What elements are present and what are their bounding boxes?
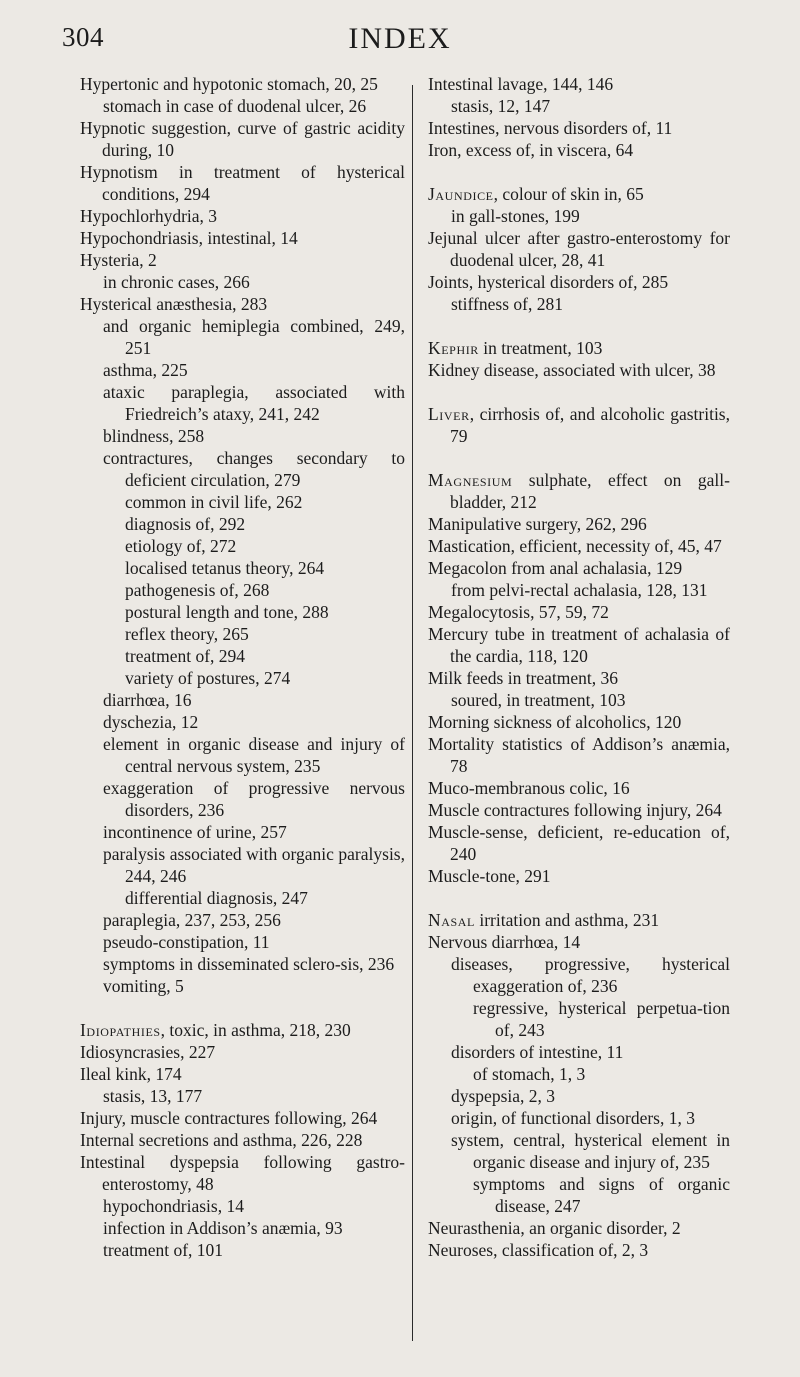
entry-lead-word: Nasal [428,910,475,930]
index-subentry [80,733,405,777]
entry-text: Intestines, nervous disorders of, 11 [428,118,673,138]
entry-text: Hypnotism in treatment of hysterical conditions, 294 [80,162,405,204]
index-entry [428,469,730,513]
entry-text: reflex theory, 265 [125,624,249,644]
index-entry [80,293,405,315]
index-subentry [428,95,730,117]
index-entry [428,865,730,887]
entry-text: blindness, 258 [103,426,205,446]
index-entry [428,799,730,821]
entry-text: vomiting, 5 [103,976,184,996]
entry-text: paraplegia, 237, 253, 256 [103,910,281,930]
index-entry [428,117,730,139]
entry-text: in gall-stones, 199 [451,206,580,226]
entry-text: in chronic cases, 266 [103,272,250,292]
index-entry [428,227,730,271]
index-entry [80,1063,405,1085]
entry-text: infection in Addison’s anæmia, 93 [103,1218,343,1238]
entry-text: from pelvi-rectal achalasia, 128, 131 [451,580,708,600]
entry-text: regressive, hysterical perpetua-tion of, 243 [473,998,730,1040]
index-subentry [428,1041,730,1063]
section-gap [428,887,730,909]
entry-text: Intestinal lavage, 144, 146 [428,74,614,94]
entry-text: Ileal kink, 174 [80,1064,182,1084]
entry-text: incontinence of urine, 257 [103,822,287,842]
section-gap [428,315,730,337]
index-subentry [428,1085,730,1107]
index-entry [80,205,405,227]
index-entry [428,557,730,579]
index-entry [80,227,405,249]
entry-text: origin, of functional disorders, 1, 3 [451,1108,695,1128]
entry-text: Jejunal ulcer after gastro-enterostomy for duodenal ulcer, 28, 41 [428,228,730,270]
entry-lead-word: Jaundice [428,184,494,204]
index-subentry [80,315,405,359]
entry-text: diarrhœa, 16 [103,690,192,710]
index-entry [80,1151,405,1195]
index-subentry [80,689,405,711]
index-subentry [80,975,405,997]
index-entry [428,821,730,865]
page-header [62,22,738,66]
index-entry [428,271,730,293]
index-subentry [80,821,405,843]
index-subentry [80,909,405,931]
index-entry [428,1217,730,1239]
index-subentry [80,95,405,117]
entry-text: Hypertonic and hypotonic stomach, 20, 25 [80,74,378,94]
entry-text: hypochondriasis, 14 [103,1196,244,1216]
entry-text: Hysterical anæsthesia, 283 [80,294,268,314]
index-entry [428,931,730,953]
entry-text: diagnosis of, 292 [125,514,246,534]
running-head-title: INDEX [348,22,452,55]
entry-text: ataxic paraplegia, associated with Friedreich’s ataxy, 241, 242 [103,382,405,424]
index-subentry [80,1239,405,1261]
index-subentry [428,1107,730,1129]
entry-text: Muco-membranous colic, 16 [428,778,630,798]
entry-text: Muscle-tone, 291 [428,866,551,886]
entry-text: of stomach, 1, 3 [473,1064,586,1084]
index-subentry [428,293,730,315]
entry-text: soured, in treatment, 103 [451,690,626,710]
index-subentry [80,1085,405,1107]
entry-text: pseudo-constipation, 11 [103,932,270,952]
index-entry [428,1239,730,1261]
entry-text: asthma, 225 [103,360,188,380]
entry-text: , toxic, in asthma, 218, 230 [160,1020,351,1040]
entry-text: contractures, changes secondary to deficient circulation, 279 [103,448,405,490]
index-subentry [80,843,405,887]
entry-text: Hypochlorhydria, 3 [80,206,218,226]
index-subentry [428,1063,730,1085]
entry-text: Muscle-sense, deficient, re-education of, 240 [428,822,730,864]
entry-text: treatment of, 101 [103,1240,224,1260]
entry-text: Idiosyncrasies, 227 [80,1042,216,1062]
index-entry [428,403,730,447]
entry-text: Hysteria, 2 [80,250,157,270]
entry-text: Muscle contractures following injury, 264 [428,800,722,820]
index-entry [80,117,405,161]
index-subentry [428,953,730,997]
entry-text: Neurasthenia, an organic disorder, 2 [428,1218,681,1238]
index-subentry [80,667,405,689]
index-entry [80,73,405,95]
index-entry [428,777,730,799]
index-subentry [80,447,405,491]
entry-text: symptoms in disseminated sclero-sis, 236 [103,954,395,974]
index-entry [80,1107,405,1129]
index-entry [80,161,405,205]
page-number: 304 [62,22,104,52]
index-entry [80,249,405,271]
index-subentry [80,711,405,733]
entry-text: Milk feeds in treatment, 36 [428,668,619,688]
index-subentry [80,887,405,909]
entry-text: Injury, muscle contractures following, 264 [80,1108,378,1128]
index-subentry [80,1217,405,1239]
index-subentry [80,557,405,579]
index-entry [428,711,730,733]
index-entry [428,73,730,95]
index-subentry [80,535,405,557]
index-subentry [80,513,405,535]
index-entry [428,909,730,931]
index-subentry [80,381,405,425]
entry-text: and organic hemiplegia combined, 249, 251 [103,316,405,358]
entry-text: symptoms and signs of organic disease, 247 [473,1174,730,1216]
index-column-right [428,73,730,1261]
entry-text: Intestinal dyspepsia following gastro-enterostomy, 48 [80,1152,405,1194]
entry-text: dyspepsia, 2, 3 [451,1086,556,1106]
entry-lead-word: Idiopathies [80,1020,161,1040]
entry-text: Morning sickness of alcoholics, 120 [428,712,682,732]
entry-text: Mortality statistics of Addison’s anæmia, 78 [428,734,730,776]
entry-lead-word: Liver [428,404,470,424]
index-subentry [80,491,405,513]
index-subentry [80,579,405,601]
entry-text: Mercury tube in treatment of achalasia of the cardia, 118, 120 [428,624,730,666]
entry-text: exaggeration of progressive nervous disorders, 236 [103,778,405,820]
entry-text: stasis, 12, 147 [451,96,551,116]
entry-text: Megacolon from anal achalasia, 129 [428,558,683,578]
entry-text: diseases, progressive, hysterical exaggeration of, 236 [451,954,730,996]
entry-text: differential diagnosis, 247 [125,888,308,908]
index-subentry [428,205,730,227]
entry-text: Neuroses, classification of, 2, 3 [428,1240,649,1260]
entry-text: Manipulative surgery, 262, 296 [428,514,647,534]
index-subentry [80,359,405,381]
index-subentry [428,1173,730,1217]
column-divider [412,85,413,1341]
entry-text: sulphate, effect on gall-bladder, 212 [450,470,730,512]
index-entry [80,1129,405,1151]
index-subentry [80,601,405,623]
index-subentry [428,1129,730,1173]
index-subentry [80,777,405,821]
index-subentry [428,579,730,601]
index-subentry [428,689,730,711]
section-gap [428,161,730,183]
section-gap [428,447,730,469]
entry-text: stiffness of, 281 [451,294,563,314]
index-subentry [80,645,405,667]
index-subentry [80,271,405,293]
entry-text: variety of postures, 274 [125,668,291,688]
index-entry [428,623,730,667]
entry-text: stasis, 13, 177 [103,1086,203,1106]
index-entry [428,535,730,557]
section-gap [428,381,730,403]
index-entry [428,733,730,777]
entry-lead-word: Kephir [428,338,479,358]
entry-text: disorders of intestine, 11 [451,1042,624,1062]
entry-text: etiology of, 272 [125,536,237,556]
index-entry [428,139,730,161]
entry-text: Megalocytosis, 57, 59, 72 [428,602,609,622]
entry-text: , colour of skin in, 65 [493,184,644,204]
index-subentry [428,997,730,1041]
entry-text: in treatment, 103 [478,338,603,358]
entry-text: paralysis associated with organic paralysis, 244, 246 [103,844,405,886]
entry-text: dyschezia, 12 [103,712,199,732]
entry-text: stomach in case of duodenal ulcer, 26 [103,96,367,116]
entry-text: pathogenesis of, 268 [125,580,270,600]
entry-text: Iron, excess of, in viscera, 64 [428,140,634,160]
index-entry [428,359,730,381]
entry-lead-word: Magnesium [428,470,513,490]
entry-text: Internal secretions and asthma, 226, 228 [80,1130,363,1150]
entry-text: system, central, hysterical element in organic disease and injury of, 235 [451,1130,730,1172]
entry-text: element in organic disease and injury of central nervous system, 235 [103,734,405,776]
index-entry [428,183,730,205]
entry-text: Joints, hysterical disorders of, 285 [428,272,669,292]
index-subentry [80,931,405,953]
entry-text: treatment of, 294 [125,646,246,666]
entry-text: Kidney disease, associated with ulcer, 38 [428,360,716,380]
index-entry [428,513,730,535]
entry-text: localised tetanus theory, 264 [125,558,325,578]
index-subentry [80,623,405,645]
index-entry [80,1041,405,1063]
entry-text: Hypochondriasis, intestinal, 14 [80,228,298,248]
index-entry [80,1019,405,1041]
entry-text: , cirrhosis of, and alcoholic gastritis, 79 [450,404,730,446]
index-entry [428,337,730,359]
entry-text: common in civil life, 262 [125,492,303,512]
entry-text: Mastication, efficient, necessity of, 45, 47 [428,536,722,556]
index-subentry [80,1195,405,1217]
entry-text: irritation and asthma, 231 [474,910,660,930]
index-column-left [80,73,405,1261]
index-entry [428,667,730,689]
section-gap [80,997,405,1019]
index-subentry [80,425,405,447]
entry-text: postural length and tone, 288 [125,602,329,622]
index-entry [428,601,730,623]
entry-text: Hypnotic suggestion, curve of gastric acidity during, 10 [80,118,405,160]
index-subentry [80,953,405,975]
entry-text: Nervous diarrhœa, 14 [428,932,581,952]
